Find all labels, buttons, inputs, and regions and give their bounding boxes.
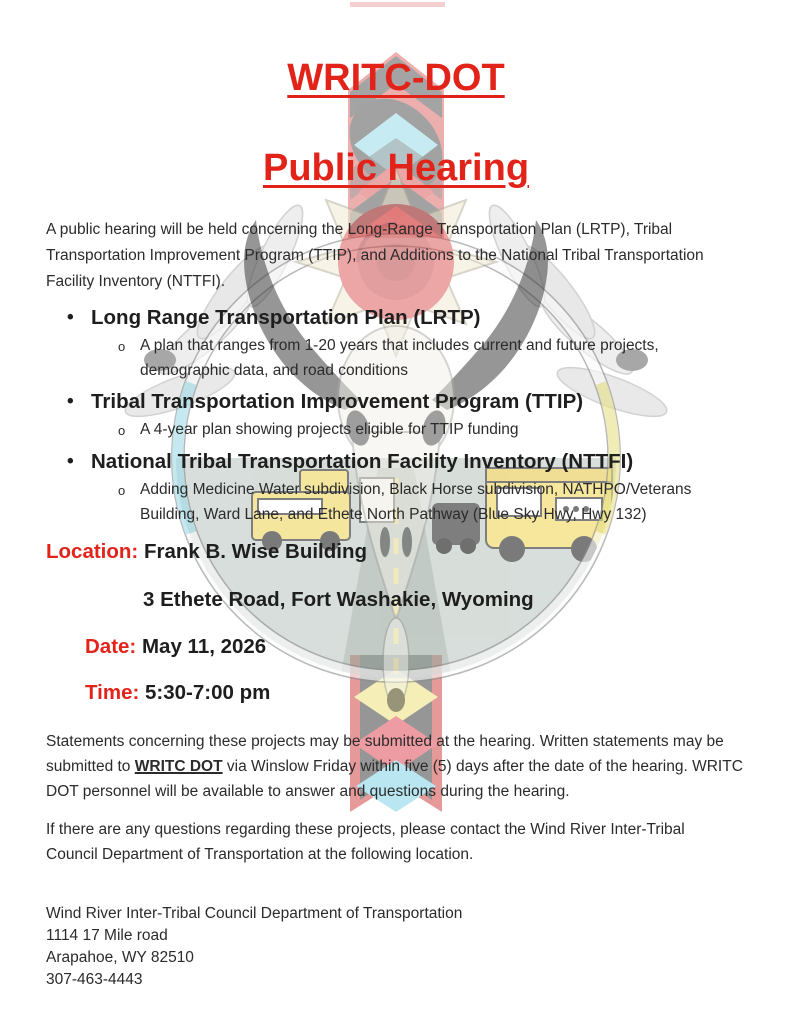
address-line: 3 Ethete Road, Fort Washakie, Wyoming: [143, 587, 534, 611]
location-label: Location:: [46, 540, 139, 564]
contact-address1: 1114 17 Mile road: [46, 927, 168, 945]
location-value: Frank B. Wise Building: [143, 540, 368, 564]
time-label: Time:: [85, 680, 140, 704]
contact-block: [46, 903, 746, 991]
sub-bullet-marker: o: [118, 339, 126, 355]
sub-bullet-text: A 4-year plan showing projects eligible for TTIP funding: [140, 421, 519, 439]
date-row: [85, 634, 746, 660]
intro-paragraph: A public hearing will be held concerning the Long-Range Transportation Plan (LRTP), Tribal Transportation Improvement Program (TTIP), and Additions to the National Tribal Transportation Facility Inventory (NTTFI).: [46, 221, 704, 291]
questions-paragraph: If there are any questions regarding these projects, please contact the Wind River Inter-Tribal Council Department of Transportation at the following location.: [46, 821, 685, 864]
statements-paragraph: [46, 729, 746, 804]
page-title-secondary: Public Hearing: [262, 146, 530, 189]
time-row: [85, 680, 746, 706]
sub-bullet-text: Adding Medicine Water subdivision, Black Horse subdivision, NATHPO/Veterans Building, Ward Lane, and Ethete North Pathway (Blue Sky Hwy, Hwy 132): [140, 481, 692, 524]
bullet-marker: •: [67, 307, 74, 329]
page-title-primary: WRITC-DOT: [287, 57, 505, 99]
contact-address2: Arapahoe, WY 82510: [46, 949, 194, 967]
bullet-item-nttfi: [46, 449, 746, 527]
time-value: 5:30-7:00 pm: [145, 680, 271, 704]
location-row: [46, 539, 746, 565]
contact-org: Wind River Inter-Tribal Council Department of Transportation: [46, 905, 463, 923]
bullet-marker: •: [67, 451, 74, 473]
contact-phone: 307-463-4443: [46, 971, 143, 989]
sub-bullet-text: A plan that ranges from 1-20 years that includes current and future projects, demographic data, and road conditions: [140, 337, 659, 380]
bullet-marker: •: [67, 391, 74, 413]
statements-text-1: Statements concerning these projects may be submitted at the hearing. Written statements may be submitted to: [46, 733, 724, 776]
writc-dot-underline: WRITC DOT: [134, 758, 223, 776]
bullet-heading: Tribal Transportation Improvement Program (TTIP): [91, 390, 584, 414]
sub-bullet-marker: o: [118, 423, 126, 439]
sub-bullet-marker: o: [118, 483, 126, 499]
bullet-heading: National Tribal Transportation Facility Inventory (NTTFI): [91, 450, 634, 474]
bullet-item-lrtp: [46, 305, 746, 383]
statements-text-2: via Winslow Friday within five (5) days after the date of the hearing. WRITC DOT personnel will be available to answer and questions during the hearing.: [46, 758, 743, 801]
bullet-heading: Long Range Transportation Plan (LRTP): [91, 306, 481, 330]
bullet-list: [46, 305, 746, 527]
date-value: May 11, 2026: [141, 635, 267, 659]
date-label: Date:: [85, 635, 137, 659]
bullet-item-ttip: [46, 389, 746, 443]
